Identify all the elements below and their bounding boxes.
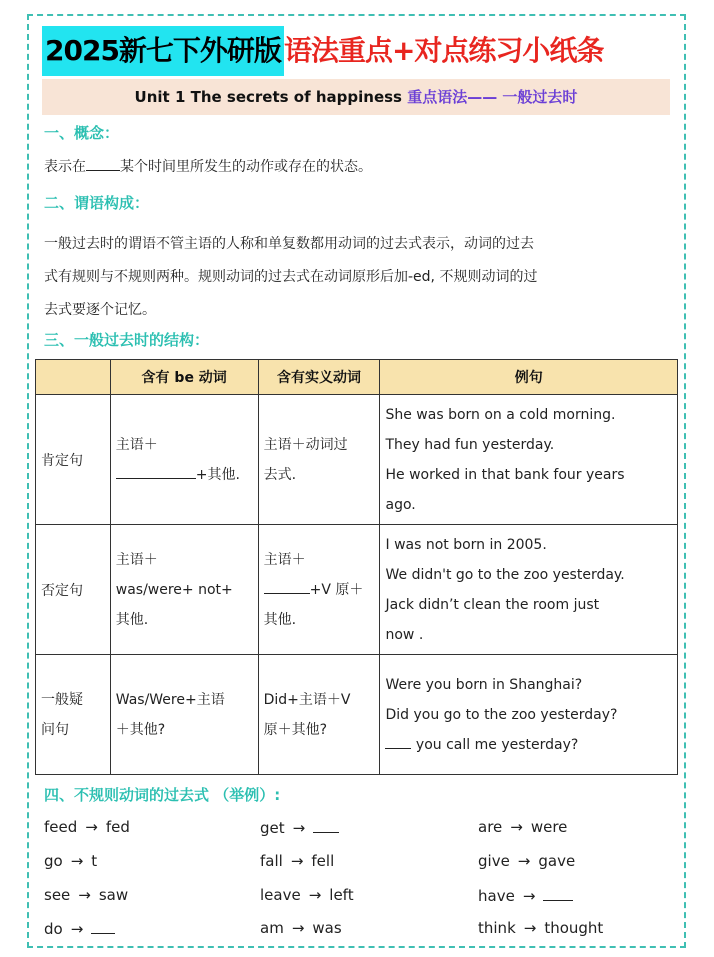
verb-past: t: [91, 852, 98, 870]
verb-cell: 主语＋ +V 原＋ 其他.: [258, 525, 380, 655]
irregular-verb-item: [260, 818, 339, 837]
row-label: 否定句: [36, 525, 111, 655]
verb-base: feed: [44, 818, 78, 836]
grammar-structure-table: [35, 359, 678, 775]
page-title: [42, 26, 672, 76]
verb-base: get: [260, 819, 285, 837]
irregular-verb-item: [44, 818, 130, 836]
irregular-verb-item: [260, 852, 334, 870]
verb-base: give: [478, 852, 510, 870]
arrow-icon: →: [85, 818, 98, 836]
verb-base: go: [44, 852, 63, 870]
irregular-verb-item: [44, 852, 97, 870]
irregular-verb-item: [44, 886, 128, 904]
be-cell: 主语＋ was/were+ not+ 其他.: [110, 525, 258, 655]
unit-bar: [42, 79, 670, 115]
unit-topic: 重点语法—— 一般过去时: [407, 88, 578, 106]
example-cell: Were you born in Shanghai? Did you go to the zoo yesterday? you call me yesterday?: [380, 655, 678, 775]
irregular-verb-item: [260, 886, 354, 904]
arrow-icon: →: [70, 852, 84, 870]
section1-heading: 一、概念：: [44, 124, 120, 142]
irregular-verb-item: [478, 852, 575, 870]
irregular-verb-item: [478, 919, 603, 937]
table-header-cell: [36, 360, 111, 395]
blank-fill: [264, 579, 310, 594]
section3-heading: 三、一般过去时的结构：: [44, 331, 210, 349]
section2-heading: 二、谓语构成：: [44, 194, 150, 212]
blank-fill: [86, 156, 120, 171]
unit-name: Unit 1 The secrets of happiness: [134, 88, 402, 106]
verb-cell: Did+主语＋V 原＋其他?: [258, 655, 380, 775]
arrow-icon: →: [292, 819, 306, 837]
verb-past: left: [329, 886, 354, 904]
blank-fill: [116, 464, 196, 479]
table-row: [36, 525, 678, 655]
row-label: 肯定句: [36, 395, 111, 525]
table-header-cell: 含有 be 动词: [110, 360, 258, 395]
blank-fill: [313, 818, 339, 833]
verb-base: leave: [260, 886, 301, 904]
section2-text: 一般过去时的谓语不管主语的人称和单复数都用动词的过去式表示，动词的过去 式有规则与不规则两种。规则动词的过去式在动词原形后加-ed, 不规则动词的过 去式要逐个记忆。: [44, 236, 538, 318]
blank-fill: [91, 919, 115, 934]
table-row: [36, 655, 678, 775]
blank-fill: [385, 734, 411, 749]
arrow-icon: →: [70, 920, 84, 938]
verb-cell: 主语＋动词过 去式.: [258, 395, 380, 525]
arrow-icon: →: [290, 852, 304, 870]
row-label: 一般疑 问句: [36, 655, 111, 775]
verb-base: fall: [260, 852, 283, 870]
verb-past: thought: [544, 919, 604, 937]
arrow-icon: →: [517, 852, 531, 870]
verb-base: am: [260, 919, 284, 937]
arrow-icon: →: [78, 886, 91, 904]
verb-base: see: [44, 886, 71, 904]
be-cell: Was/Were+主语 ＋其他?: [110, 655, 258, 775]
table-header-cell: 含有实义动词: [258, 360, 380, 395]
arrow-icon: →: [291, 919, 305, 937]
verb-past: fell: [311, 852, 335, 870]
verb-past: was: [312, 919, 342, 937]
arrow-icon: →: [308, 886, 322, 904]
verb-past: were: [530, 818, 568, 836]
section4-heading: 四、不规则动词的过去式 （举例）:: [44, 786, 281, 804]
verb-past: gave: [538, 852, 576, 870]
verb-base: think: [478, 919, 516, 937]
example-cell: I was not born in 2005. We didn't go to the zoo yesterday. Jack didn’t clean the room just now .: [380, 525, 678, 655]
irregular-verb-item: [478, 818, 567, 836]
table-header-cell: 例句: [380, 360, 678, 395]
verb-base: do: [44, 920, 63, 938]
be-cell: 主语＋ +其他.: [110, 395, 258, 525]
example-cell: She was born on a cold morning. They had fun yesterday. He worked in that bank four years ago.: [380, 395, 678, 525]
title-red: 语法重点+对点练习小纸条: [283, 34, 604, 67]
blank-fill: [543, 886, 573, 901]
table-header-row: [36, 360, 678, 395]
verb-past: fed: [105, 818, 130, 836]
section1-text: 表示在 某个时间里所发生的动作或存在的状态。: [44, 156, 674, 176]
title-highlight: 2025新七下外研版: [42, 26, 284, 76]
verb-base: have: [478, 887, 515, 905]
irregular-verb-item: [478, 886, 573, 905]
irregular-verb-item: [44, 919, 115, 938]
verb-past: saw: [98, 886, 129, 904]
arrow-icon: →: [510, 818, 523, 836]
arrow-icon: →: [523, 919, 537, 937]
irregular-verb-item: [260, 919, 342, 937]
table-row: [36, 395, 678, 525]
verb-base: are: [478, 818, 503, 836]
arrow-icon: →: [522, 887, 536, 905]
